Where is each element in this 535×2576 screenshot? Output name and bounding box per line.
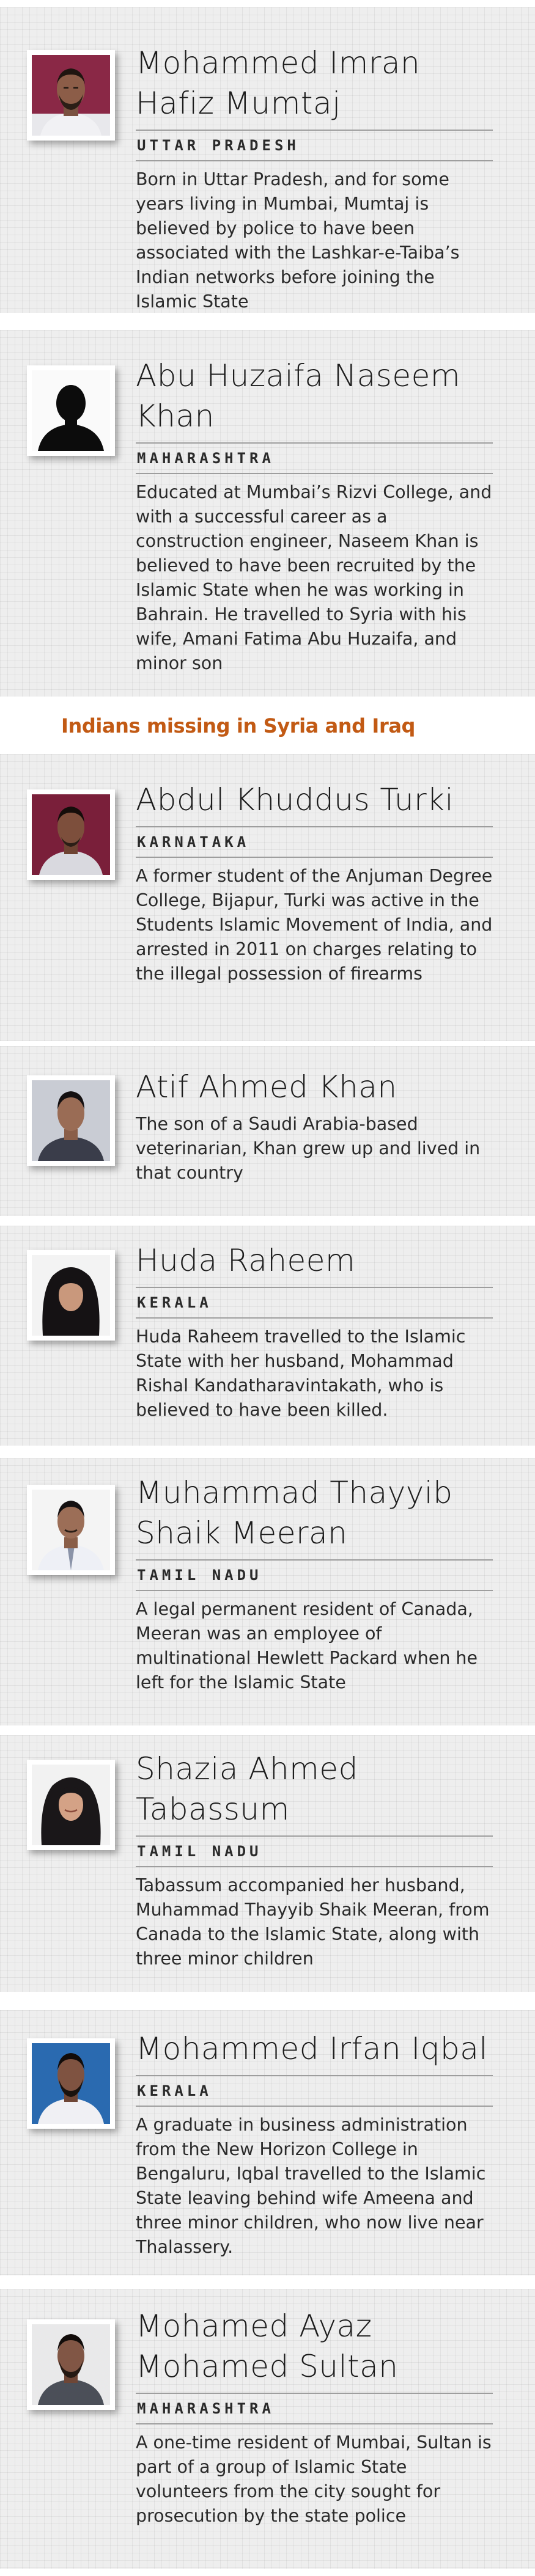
profile-state: KARNATAKA bbox=[137, 833, 250, 851]
profile-photo bbox=[27, 1485, 115, 1575]
profile-name: Atif Ahmed Khan bbox=[136, 1069, 397, 1105]
profile-name: Abdul Khuddus Turki bbox=[136, 782, 454, 818]
portrait-bearded-man-icon bbox=[32, 55, 110, 136]
divider bbox=[136, 1590, 493, 1591]
profile-card bbox=[0, 754, 535, 1041]
profile-name: Shazia Ahmed Tabassum bbox=[136, 1751, 358, 1827]
portrait-woman-headscarf-icon bbox=[32, 1765, 110, 1845]
profile-state: KERALA bbox=[137, 1294, 212, 1311]
divider bbox=[136, 2423, 493, 2424]
divider bbox=[136, 857, 493, 858]
profile-state: KERALA bbox=[137, 2082, 212, 2099]
profile-photo bbox=[27, 789, 115, 880]
profile-name: Mohammed Irfan Iqbal bbox=[136, 2031, 488, 2066]
profile-card bbox=[0, 1735, 535, 1992]
profile-bio: Tabassum accompanied her husband, Muhammad Thayyib Shaik Meeran, from Canada to the Islamic State, along with three minor children bbox=[136, 1875, 490, 1969]
profile-bio: A legal permanent resident of Canada, Meeran was an employee of multinational Hewlett Packard when he left for the Islamic State bbox=[136, 1599, 478, 1692]
portrait-young-man-icon bbox=[32, 1080, 110, 1161]
profile-bio: A graduate in business administration from the New Horizon College in Bengaluru, Iqbal travelled to the Islamic State leaving behind wife Ameena and three minor children, who now live near Thalassery. bbox=[136, 2115, 486, 2257]
profile-card bbox=[0, 1458, 535, 1725]
profile-card bbox=[0, 1226, 535, 1446]
portrait-woman-headscarf-icon bbox=[32, 1255, 110, 1336]
profile-state: UTTAR PRADESH bbox=[137, 137, 300, 154]
portrait-man-shirt-icon bbox=[32, 1490, 110, 1570]
profile-card bbox=[0, 330, 535, 697]
profile-photo bbox=[27, 1250, 115, 1341]
profile-name: Muhammad Thayyib Shaik Meeran bbox=[136, 1475, 453, 1551]
profile-card bbox=[0, 7, 535, 313]
profile-photo bbox=[27, 50, 115, 141]
portrait-bearded-man-icon bbox=[32, 2043, 110, 2124]
profile-bio: Born in Uttar Pradesh, and for some years living in Mumbai, Mumtaj is believed by police to have been associated with the Lashkar-e-Taiba’s Indian networks before joining the Islamic State bbox=[136, 169, 460, 312]
profile-state: TAMIL NADU bbox=[137, 1843, 262, 1860]
divider bbox=[136, 473, 493, 474]
profile-card bbox=[0, 1046, 535, 1216]
profile-name: Abu Huzaifa Naseem Khan bbox=[136, 358, 461, 434]
profile-bio: Huda Raheem travelled to the Islamic State with her husband, Mohammad Rishal Kandatharavintakath, who is believed to have been killed. bbox=[136, 1326, 466, 1420]
profile-photo bbox=[27, 1075, 115, 1166]
profile-card bbox=[0, 2010, 535, 2275]
profile-state: MAHARASHTRA bbox=[137, 2400, 275, 2417]
profile-photo bbox=[27, 2319, 115, 2410]
profile-photo bbox=[27, 365, 115, 456]
section-heading: Indians missing in Syria and Iraq bbox=[61, 714, 416, 737]
profile-photo bbox=[27, 1760, 115, 1850]
profile-card bbox=[0, 2289, 535, 2569]
profile-bio: A former student of the Anjuman Degree College, Bijapur, Turki was active in the Students Islamic Movement of India, and arrested in 2011 on charges relating to the illegal possession of firearms bbox=[136, 866, 493, 984]
profile-state: MAHARASHTRA bbox=[137, 450, 275, 467]
silhouette-placeholder-icon bbox=[32, 370, 110, 451]
profile-bio: A one-time resident of Mumbai, Sultan is part of a group of Islamic State volunteers from the city sought for prosecution by the state police bbox=[136, 2432, 492, 2526]
profile-bio: The son of a Saudi Arabia-based veterinarian, Khan grew up and lived in that country bbox=[136, 1114, 481, 1183]
profile-bio: Educated at Mumbai’s Rizvi College, and with a successful career as a construction engineer, Naseem Khan is believed to have been recruited by the Islamic State when he was working in Bahrain. He travelled to Syria with his wife, Amani Fatima Abu Huzaifa, and minor son bbox=[136, 482, 492, 673]
portrait-young-man-icon bbox=[32, 794, 110, 875]
profile-photo bbox=[27, 2038, 115, 2129]
portrait-bearded-man-icon bbox=[32, 2324, 110, 2405]
divider bbox=[136, 2106, 493, 2107]
profile-state: TAMIL NADU bbox=[137, 1567, 262, 1584]
divider bbox=[136, 1317, 493, 1319]
profile-name: Mohammed Imran Hafiz Mumtaj bbox=[136, 45, 421, 121]
profile-name: Mohamed Ayaz Mohamed Sultan bbox=[136, 2308, 399, 2384]
profile-name: Huda Raheem bbox=[136, 1243, 356, 1278]
divider bbox=[136, 160, 493, 161]
divider bbox=[136, 1866, 493, 1867]
